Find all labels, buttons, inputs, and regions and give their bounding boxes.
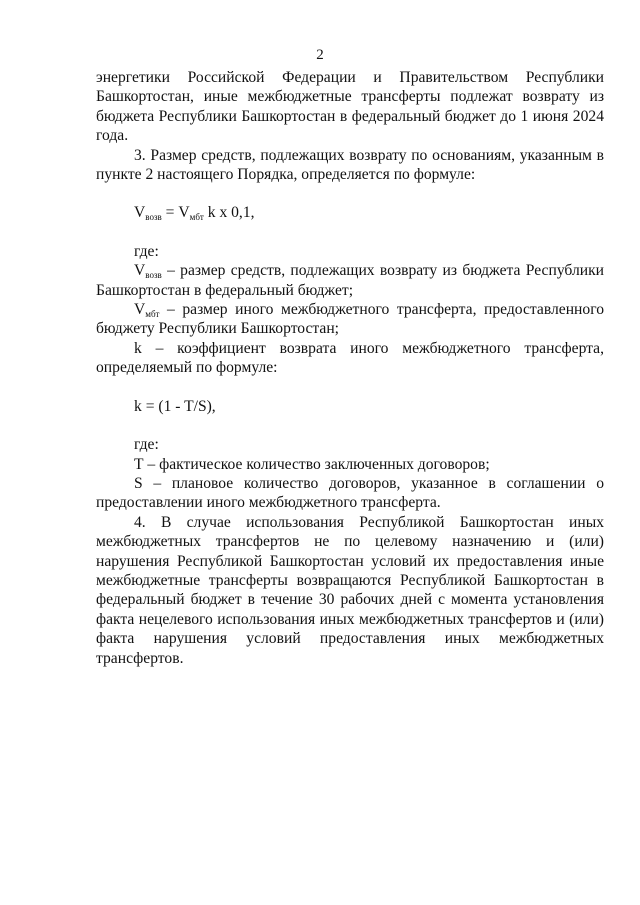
paragraph-4: 4. В случае использования Республикой Башкортостан иных межбюджетных трансфертов не по целевому назначению и (или) нарушения Республикой Башкортостан условий их предоставления иные межбюджетные трансферты возвращаются Республикой Башкортостан в федеральный бюджет в течение 30 рабочих дней с момента установления факта нецелевого использования иных межбюджетных трансфертов и (или) факта нарушения условий предоставления иных межбюджетных трансфертов. <box>96 513 604 667</box>
definition-t: Т – фактическое количество заключенных договоров; <box>134 455 490 473</box>
where-label-2: где: <box>134 436 159 454</box>
document-body <box>96 68 604 668</box>
formula-vozv: $V_{возв} = V_{мбт}$ k x 0,1, <box>134 204 255 223</box>
where-label-1: где: <box>134 242 159 260</box>
formula-k: k = (1 - T/S), <box>134 397 216 415</box>
definition-s: S – плановое количество договоров, указанное в соглашении о предоставлении иного межбюджетного трансферта. <box>96 474 604 512</box>
paragraph-continuation: энергетики Российской Федерации и Правительством Республики Башкортостан, иные межбюджетные трансферты подлежат возврату из бюджета Республики Башкортостан в федеральный бюджет до 1 июня 2024 года. <box>96 69 604 145</box>
paragraph-3: 3. Размер средств, подлежащих возврату по основаниям, указанным в пункте 2 настоящего Порядка, определяется по формуле: <box>96 146 604 184</box>
definition-vozv: $V_{возв}$ – размер средств, подлежащих возврату из бюджета Республики Башкортостан в федеральный бюджет; <box>96 262 604 299</box>
page-number: 2 <box>316 47 324 63</box>
definition-k: k – коэффициент возврата иного межбюджетного трансферта, определяемый по формуле: <box>96 339 604 377</box>
definition-mbt: $V_{мбт}$ – размер иного межбюджетного трансферта, предоставленного бюджету Республики Башкортостан; <box>96 301 604 338</box>
